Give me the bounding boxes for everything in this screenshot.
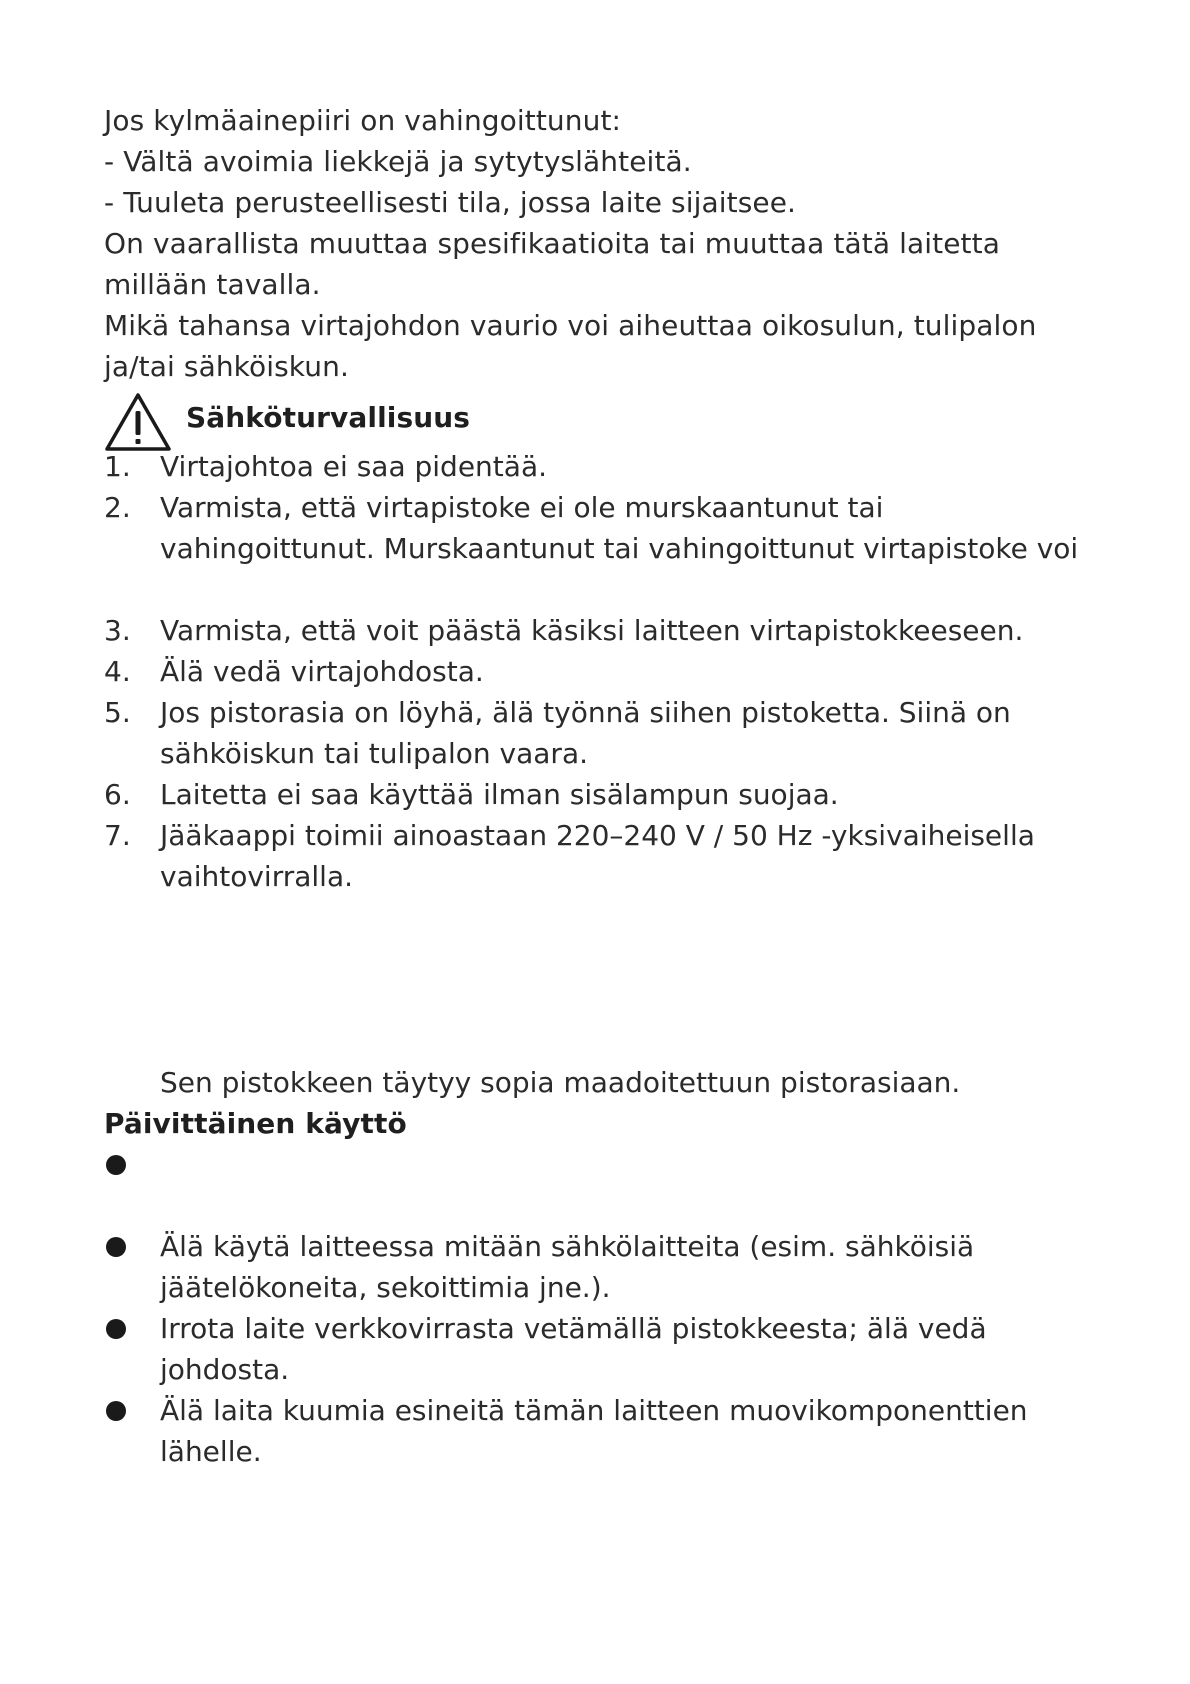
list-item-text: Älä vedä virtajohdosta.: [160, 655, 484, 688]
list-number: 4.: [104, 655, 131, 688]
list-number: 6.: [104, 778, 131, 811]
bullet-icon: [106, 1319, 126, 1339]
bullet-item-text: johdosta.: [160, 1353, 290, 1386]
intro-line: Jos kylmäainepiiri on vahingoittunut:: [104, 104, 622, 137]
bullet-icon: [106, 1237, 126, 1257]
intro-line: - Vältä avoimia liekkejä ja sytytyslähteitä.: [104, 145, 692, 178]
list-number: 7.: [104, 819, 131, 852]
bullet-item-text: jäätelökoneita, sekoittimia jne.).: [160, 1271, 611, 1304]
section-heading-daily-use: Päivittäinen käyttö: [104, 1107, 407, 1140]
intro-line: millään tavalla.: [104, 268, 321, 301]
list-number: 3.: [104, 614, 131, 647]
section-heading-electrical-safety: Sähköturvallisuus: [186, 401, 471, 434]
list-item-text: Varmista, että voit päästä käsiksi laitteen virtapistokkeeseen.: [160, 614, 1024, 647]
grounding-note: Sen pistokkeen täytyy sopia maadoitettuun pistorasiaan.: [160, 1066, 961, 1099]
intro-line: - Tuuleta perusteellisesti tila, jossa laite sijaitsee.: [104, 186, 797, 219]
intro-line: ja/tai sähköiskun.: [104, 350, 349, 383]
bullet-icon: [106, 1155, 126, 1175]
intro-line: On vaarallista muuttaa spesifikaatioita tai muuttaa tätä laitetta: [104, 227, 1000, 260]
bullet-item-text: Älä käytä laitteessa mitään sähkölaitteita (esim. sähköisiä: [160, 1230, 975, 1263]
bullet-icon: [106, 1401, 126, 1421]
list-item-text: Virtajohtoa ei saa pidentää.: [160, 450, 547, 483]
list-item-text: vahingoittunut. Murskaantunut tai vahingoittunut virtapistoke voi: [160, 532, 1079, 565]
bullet-item-text: Irrota laite verkkovirrasta vetämällä pistokkeesta; älä vedä: [160, 1312, 987, 1345]
list-item-text: Varmista, että virtapistoke ei ole murskaantunut tai: [160, 491, 884, 524]
list-number: 1.: [104, 450, 131, 483]
bullet-item-text: Älä laita kuumia esineitä tämän laitteen muovikomponenttien: [160, 1394, 1028, 1427]
list-item-text: Laitetta ei saa käyttää ilman sisälampun suojaa.: [160, 778, 839, 811]
bullet-item-text: lähelle.: [160, 1435, 262, 1468]
list-item-text: Jääkaappi toimii ainoastaan 220–240 V / 50 Hz -yksivaiheisella: [160, 819, 1035, 852]
list-item-text: Jos pistorasia on löyhä, älä työnnä siihen pistoketta. Siinä on: [160, 696, 1011, 729]
warning-triangle-icon: [104, 392, 172, 452]
intro-line: Mikä tahansa virtajohdon vaurio voi aiheuttaa oikosulun, tulipalon: [104, 309, 1037, 342]
list-item-text: vaihtovirralla.: [160, 860, 354, 893]
list-number: 2.: [104, 491, 131, 524]
list-item-text: sähköiskun tai tulipalon vaara.: [160, 737, 588, 770]
list-number: 5.: [104, 696, 131, 729]
